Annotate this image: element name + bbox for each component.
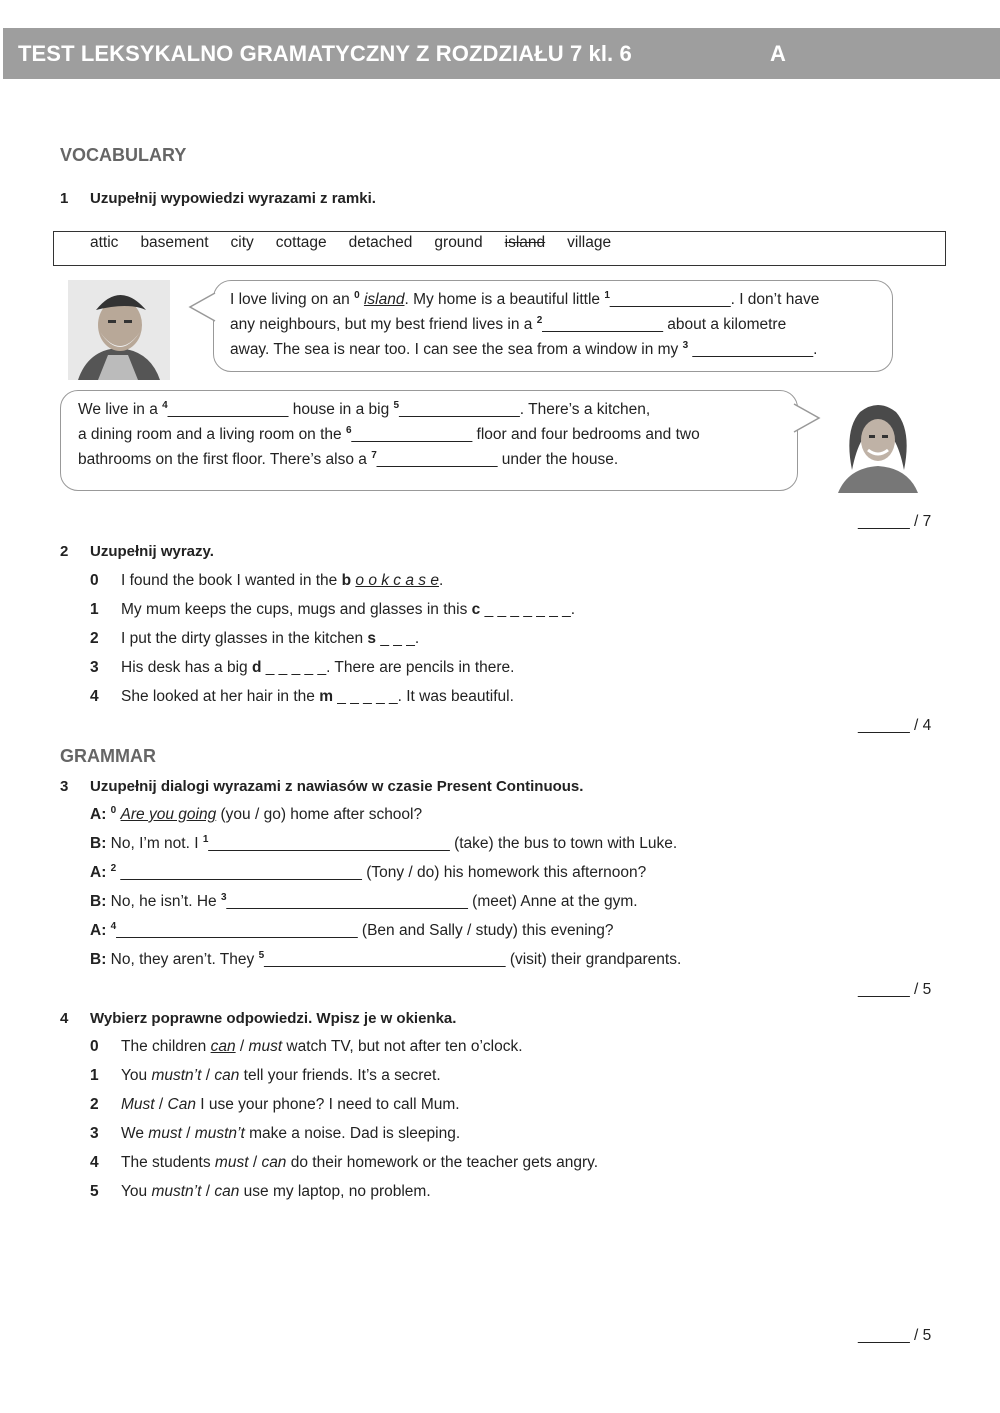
ex4-item-number: 1 [90, 1067, 99, 1084]
man-photo [68, 280, 170, 380]
ex2-item-number: 1 [90, 601, 99, 618]
gap-7[interactable]: ______________ under the house. [376, 451, 619, 468]
ex4-item-number: 3 [90, 1125, 99, 1142]
ex2-item-2[interactable]: I put the dirty glasses in the kitchen s _ _ _. [121, 630, 420, 647]
ex4-item-3: We must / mustn’t make a noise. Dad is sleeping. [121, 1125, 461, 1142]
word-village: village [567, 234, 612, 251]
exercise-4-score: ______ / 5 [858, 1327, 932, 1344]
bubble-1-line-1: I love living on an $^0$ island. My home is a beautiful little $^1$______________. I don’t have [230, 290, 820, 308]
dialogue-line-3[interactable]: B: No, he isn’t. He $^3$____________________________ (meet) Anne at the gym. [90, 892, 638, 910]
ex4-item-1: You mustn’t / can tell your friends. It’s a secret. [121, 1067, 441, 1084]
ex2-item-number: 3 [90, 659, 99, 676]
bubble-2-line-3: bathrooms on the first floor. There’s also a $^7$______________ under the house. [78, 450, 619, 468]
word-attic: attic [90, 234, 119, 251]
ex4-item-number: 4 [90, 1154, 99, 1171]
bubble-2-line-2: a dining room and a living room on the $^6$______________ floor and four bedrooms and two [78, 425, 700, 443]
test-title: TEST LEKSYKALNO GRAMATYCZNY Z ROZDZIAŁU 7 kl. 6 [18, 41, 632, 66]
example-answer-bookcase: o o k c a s e [355, 572, 439, 589]
exercise-1-instruction: Uzupełnij wypowiedzi wyrazami z ramki. [90, 190, 376, 207]
ex4-item-2: Must / Can I use your phone? I need to call Mum. [121, 1096, 460, 1113]
dialogue-line-5[interactable]: B: No, they aren’t. They $^5$____________________________ (visit) their grandparents. [90, 950, 682, 968]
dialogue-line-0: A: $^0$ Are you going (you / go) home after school? [90, 805, 423, 823]
word-cottage: cottage [275, 234, 327, 251]
word-basement: basement [140, 234, 209, 251]
exercise-2-instruction: Uzupełnij wyrazy. [90, 543, 214, 560]
ex4-item-4: The students must / can do their homework or the teacher gets angry. [121, 1154, 599, 1171]
gap-6[interactable]: ______________ floor and four bedrooms and two [351, 426, 700, 443]
exercise-4-instruction: Wybierz poprawne odpowiedzi. Wpisz je w okienka. [90, 1010, 457, 1027]
bubble-1-line-2: any neighbours, but my best friend lives in a $^2$______________ about a kilometre [230, 315, 787, 333]
ex2-item-0: I found the book I wanted in the b o o k c a s e. [121, 572, 444, 589]
exercise-2-number: 2 [60, 543, 69, 560]
exercise-1-number: 1 [60, 190, 69, 207]
choice-option-1[interactable]: must [214, 1154, 249, 1171]
word-city: city [230, 234, 254, 251]
ex4-item-number: 5 [90, 1183, 99, 1200]
gap-2[interactable]: ______________ about a kilometre [542, 316, 787, 333]
word-ground: ground [434, 234, 483, 251]
ex4-item-number: 0 [90, 1038, 99, 1055]
example-answer-0: island [363, 291, 405, 308]
example-answer-are-you-going: Are you going [120, 806, 217, 823]
ex4-item-number: 2 [90, 1096, 99, 1113]
example-choice-can: can [210, 1038, 236, 1055]
ex2-item-number: 0 [90, 572, 99, 589]
ex2-item-3[interactable]: His desk has a big d _ _ _ _ _. There are pencils in there. [121, 659, 515, 676]
ex4-item-0: The children can / must watch TV, but not after ten o’clock. [121, 1038, 523, 1055]
exercise-2-score: ______ / 4 [858, 717, 932, 734]
gap-3[interactable]: ______________. [688, 341, 818, 358]
girl-photo [830, 400, 926, 493]
word-detached: detached [348, 234, 413, 251]
exercise-4-number: 4 [60, 1010, 69, 1027]
choice-option-2[interactable]: can [214, 1183, 240, 1200]
choice-option-2[interactable]: can [261, 1154, 287, 1171]
ex2-item-4[interactable]: She looked at her hair in the m _ _ _ _ _. It was beautiful. [121, 688, 514, 705]
gap-4[interactable]: ______________ house in a big [167, 401, 394, 418]
ex4-item-5: You mustn’t / can use my laptop, no problem. [121, 1183, 431, 1200]
exercise-3-number: 3 [60, 778, 69, 795]
dialogue-line-1[interactable]: B: No, I’m not. I $^1$____________________________ (take) the bus to town with Luke. [90, 834, 678, 852]
ex2-item-number: 4 [90, 688, 99, 705]
choice-option-1[interactable]: Must [121, 1096, 155, 1113]
bubble-2-tail [793, 403, 821, 433]
ex2-item-1[interactable]: My mum keeps the cups, mugs and glasses in this c _ _ _ _ _ _ _. [121, 601, 576, 618]
ex2-item-number: 2 [90, 630, 99, 647]
exercise-3-score: ______ / 5 [858, 981, 932, 998]
bubble-1-line-3: away. The sea is near too. I can see the sea from a window in my $^3$ ______________. [230, 340, 818, 358]
word-box-list [90, 234, 633, 252]
word-island-used: island [504, 234, 546, 251]
gap-1[interactable]: ______________. I don’t have [609, 291, 820, 308]
vocabulary-heading: VOCABULARY [60, 145, 187, 165]
dialogue-line-4[interactable]: A: $^4$____________________________ (Ben and Sally / study) this evening? [90, 921, 614, 939]
exercise-3-instruction: Uzupełnij dialogi wyrazami z nawiasów w czasie Present Continuous. [90, 778, 584, 795]
bubble-2-line-1: We live in a $^4$______________ house in a big $^5$______________. There’s a kitchen, [78, 400, 651, 418]
bubble-1-tail [188, 292, 216, 322]
choice-option-2[interactable]: can [214, 1067, 240, 1084]
choice-option-1[interactable]: mustn’t [151, 1067, 202, 1084]
choice-option-1[interactable]: must [148, 1125, 182, 1142]
exercise-1-score: ______ / 7 [858, 513, 932, 530]
test-version: A [770, 41, 786, 66]
dialogue-line-2[interactable]: A: $^2$ ____________________________ (Tony / do) his homework this afternoon? [90, 863, 647, 881]
gap-5[interactable]: ______________. There’s a kitchen, [399, 401, 651, 418]
choice-option-1[interactable]: mustn’t [151, 1183, 202, 1200]
choice-option-2[interactable]: mustn’t [194, 1125, 245, 1142]
choice-option-2[interactable]: Can [167, 1096, 196, 1113]
grammar-heading: GRAMMAR [60, 746, 156, 766]
